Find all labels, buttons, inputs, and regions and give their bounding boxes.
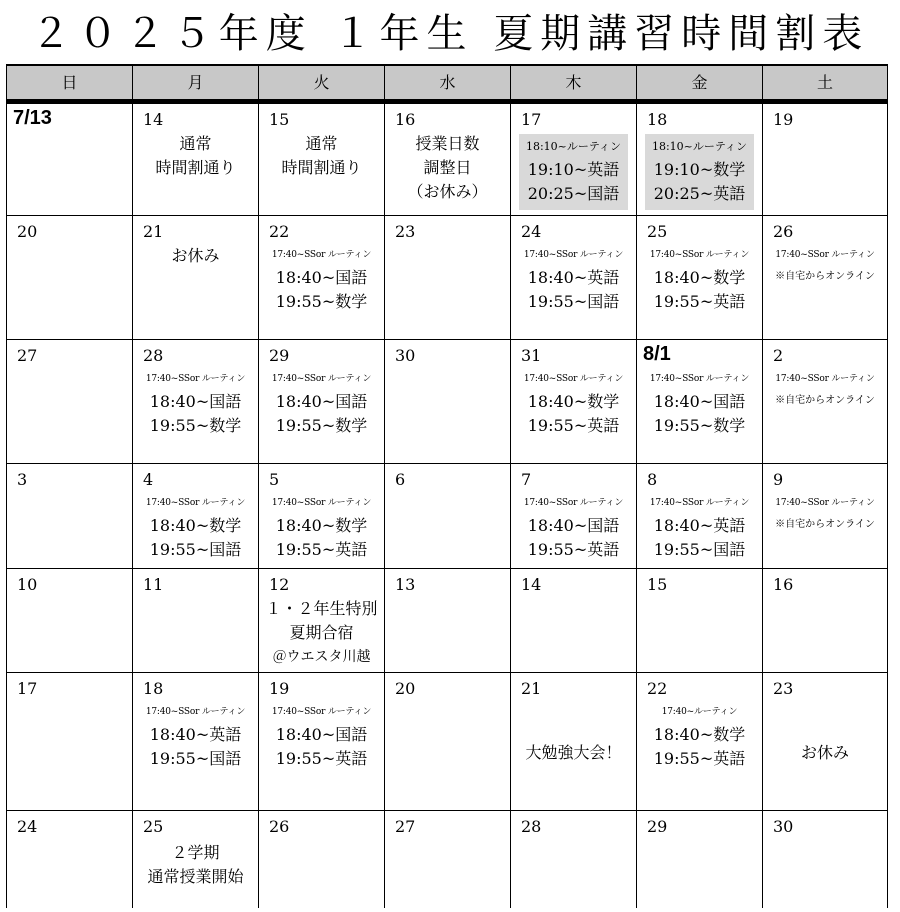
routine-time-label: 17:40~SSor ルーティン	[775, 498, 875, 508]
routine-time-label: 17:40~SSor ルーティン	[523, 498, 624, 508]
schedule-line: 20:25~国語	[527, 184, 620, 203]
day-cell	[133, 811, 259, 908]
day-cell	[7, 811, 133, 908]
routine-time-label: 17:40~SSor ルーティン	[523, 374, 624, 384]
day-cell	[511, 811, 637, 908]
schedule-line: 18:40~国語	[275, 392, 368, 411]
day-cell	[385, 811, 511, 908]
day-cell	[637, 464, 763, 569]
day-number: 17	[521, 110, 542, 129]
day-number: 20	[395, 679, 416, 698]
day-cell	[763, 569, 887, 673]
day-cell	[511, 464, 637, 569]
day-number: 22	[647, 679, 668, 698]
day-cell	[637, 673, 763, 811]
routine-time-label: 17:40~SSor ルーティン	[649, 498, 750, 508]
day-cell	[7, 569, 133, 673]
day-cell	[259, 673, 385, 811]
day-number: 14	[143, 110, 164, 129]
schedule-line: 18:40~数学	[653, 268, 746, 287]
schedule-line: 18:40~国語	[653, 392, 746, 411]
routine-time-label: 17:40~SSor ルーティン	[649, 374, 750, 384]
schedule-line: 時間割通り	[281, 158, 362, 177]
day-number: 15	[647, 575, 668, 594]
day-number: 23	[395, 222, 416, 241]
day-number: 24	[521, 222, 542, 241]
routine-time-label: 17:40~SSor ルーティン	[145, 498, 246, 508]
schedule-line: 18:40~国語	[275, 268, 368, 287]
day-number: 12	[269, 575, 290, 594]
routine-time-label: 18:10~ルーティン	[525, 140, 622, 153]
schedule-line: 19:55~英語	[527, 540, 620, 559]
weekday-header-wed: 水	[385, 66, 511, 99]
routine-time-label: 17:40~SSor ルーティン	[145, 707, 246, 717]
weekday-header-tue: 火	[259, 66, 385, 99]
day-number: 15	[269, 110, 290, 129]
day-cell	[763, 340, 887, 464]
day-cell	[511, 216, 637, 340]
day-cell	[385, 216, 511, 340]
day-cell	[259, 216, 385, 340]
schedule-line: 夏期合宿	[289, 623, 354, 642]
routine-time-label: 17:40~SSor ルーティン	[523, 250, 624, 260]
weekday-header-sat: 土	[763, 66, 887, 99]
day-number: 28	[143, 346, 164, 365]
day-cell	[133, 464, 259, 569]
day-cell	[259, 811, 385, 908]
online-note: ※自宅からオンライン	[775, 271, 875, 282]
day-number: 18	[143, 679, 164, 698]
day-cell	[385, 340, 511, 464]
day-number: 23	[773, 679, 794, 698]
day-cell	[637, 104, 763, 216]
day-cell	[637, 569, 763, 673]
day-number: 19	[773, 110, 794, 129]
schedule-line: 19:55~英語	[275, 540, 368, 559]
schedule-line: 20:25~英語	[653, 184, 746, 203]
routine-time-label: 17:40~SSor ルーティン	[271, 374, 372, 384]
weekday-header-fri: 金	[637, 66, 763, 99]
schedule-line: 19:10~英語	[527, 160, 620, 179]
day-number: 19	[269, 679, 290, 698]
day-number: 20	[17, 222, 38, 241]
day-number: 17	[17, 679, 38, 698]
day-cell	[511, 340, 637, 464]
weekday-header-thu: 木	[511, 66, 637, 99]
day-cell	[259, 104, 385, 216]
schedule-line: 19:10~数学	[653, 160, 746, 179]
schedule-line: 18:40~英語	[527, 268, 620, 287]
schedule-line: 19:55~英語	[527, 416, 620, 435]
day-number: 27	[395, 817, 416, 836]
schedule-line: 授業日数	[415, 134, 480, 153]
schedule-line: 19:55~国語	[653, 540, 746, 559]
schedule-line: 19:55~数学	[275, 416, 368, 435]
schedule-line: 19:55~数学	[653, 416, 746, 435]
schedule-line: 19:55~国語	[149, 749, 242, 768]
day-cell	[259, 464, 385, 569]
schedule-line: 18:40~国語	[149, 392, 242, 411]
calendar-grid	[6, 64, 888, 908]
routine-time-label: 17:40~SSor ルーティン	[775, 374, 875, 384]
schedule-line: 調整日	[423, 158, 472, 177]
day-cell	[133, 569, 259, 673]
day-cell	[637, 216, 763, 340]
schedule-line	[511, 717, 636, 741]
routine-time-label: 17:40~SSor ルーティン	[271, 498, 372, 508]
schedule-line: 19:55~英語	[653, 292, 746, 311]
schedule-line: 18:40~数学	[149, 516, 242, 535]
day-cell	[763, 673, 887, 811]
schedule-line: 19:55~英語	[275, 749, 368, 768]
day-cell	[511, 569, 637, 673]
schedule-line: 19:55~国語	[149, 540, 242, 559]
schedule-line: お休み	[800, 743, 849, 762]
schedule-line: 19:55~数学	[275, 292, 368, 311]
routine-time-label: 17:40~SSor ルーティン	[271, 707, 372, 717]
day-number: 8/1	[643, 343, 671, 365]
day-number: 27	[17, 346, 38, 365]
day-number: 7	[521, 470, 532, 489]
day-cell	[133, 104, 259, 216]
day-cell	[7, 340, 133, 464]
day-number: 14	[521, 575, 542, 594]
routine-time-label: 17:40~SSor ルーティン	[649, 250, 750, 260]
day-cell	[385, 104, 511, 216]
day-number: 22	[269, 222, 290, 241]
day-number: 7/13	[13, 107, 52, 129]
schedule-line: 18:40~英語	[653, 516, 746, 535]
day-number: 13	[395, 575, 416, 594]
day-number: 4	[143, 470, 154, 489]
schedule-line: 19:55~国語	[527, 292, 620, 311]
day-number: 26	[773, 222, 794, 241]
weekday-header-mon: 月	[133, 66, 259, 99]
day-number: 21	[521, 679, 542, 698]
day-cell	[385, 673, 511, 811]
day-number: 16	[395, 110, 416, 129]
schedule-line: 通常	[179, 134, 212, 153]
schedule-line: 18:40~数学	[275, 516, 368, 535]
day-cell	[763, 464, 887, 569]
online-note: ※自宅からオンライン	[775, 395, 875, 406]
schedule-line: 大勉強大会！	[525, 743, 622, 762]
routine-time-label: 17:40~SSor ルーティン	[145, 374, 246, 384]
routine-time-label: 17:40~ルーティン	[661, 707, 738, 717]
day-cell	[7, 673, 133, 811]
day-number: 5	[269, 470, 280, 489]
page-title: ２０２５年度 １年生 夏期講習時間割表	[30, 11, 870, 57]
weekday-header-sun: 日	[7, 66, 133, 99]
day-number: 25	[143, 817, 164, 836]
day-cell	[385, 569, 511, 673]
schedule-line: 18:40~国語	[275, 725, 368, 744]
day-number: 29	[647, 817, 668, 836]
schedule-line: 時間割通り	[155, 158, 236, 177]
day-number: 8	[647, 470, 658, 489]
schedule-line: ＠ウエスタ川越	[272, 649, 371, 665]
schedule-line: 19:55~英語	[653, 749, 746, 768]
day-number: 28	[521, 817, 542, 836]
schedule-line: お休み	[171, 246, 220, 265]
schedule-line: 通常	[305, 134, 338, 153]
schedule-line: ２学期	[171, 843, 220, 862]
highlighted-schedule-block	[645, 134, 754, 210]
day-number: 3	[17, 470, 28, 489]
day-number: 30	[773, 817, 794, 836]
day-cell	[259, 569, 385, 673]
day-cell	[7, 104, 133, 216]
schedule-line: （お休み）	[407, 182, 488, 201]
day-cell	[511, 673, 637, 811]
routine-time-label: 17:40~SSor ルーティン	[271, 250, 372, 260]
day-cell	[133, 216, 259, 340]
day-cell	[511, 104, 637, 216]
online-note: ※自宅からオンライン	[775, 519, 875, 530]
day-number: 10	[17, 575, 38, 594]
schedule-line: 19:55~数学	[149, 416, 242, 435]
day-number: 25	[647, 222, 668, 241]
day-cell	[7, 464, 133, 569]
schedule-line	[763, 717, 887, 741]
day-cell	[763, 216, 887, 340]
schedule-line: 通常授業開始	[147, 867, 244, 886]
routine-time-label: 17:40~SSor ルーティン	[775, 250, 875, 260]
schedule-line: 18:40~国語	[527, 516, 620, 535]
day-number: 29	[269, 346, 290, 365]
day-number: 30	[395, 346, 416, 365]
day-number: 6	[395, 470, 406, 489]
schedule-line: 18:40~数学	[527, 392, 620, 411]
day-cell	[133, 673, 259, 811]
day-number: 31	[521, 346, 542, 365]
day-number: 24	[17, 817, 38, 836]
schedule-line: １・２年生特別	[265, 599, 378, 618]
day-cell	[763, 104, 887, 216]
schedule-line: 18:40~数学	[653, 725, 746, 744]
day-cell	[637, 340, 763, 464]
day-cell	[385, 464, 511, 569]
day-number: 2	[773, 346, 784, 365]
routine-time-label: 18:10~ルーティン	[651, 140, 748, 153]
day-number: 11	[143, 575, 164, 594]
day-cell	[7, 216, 133, 340]
day-number: 21	[143, 222, 164, 241]
day-cell	[133, 340, 259, 464]
day-number: 18	[647, 110, 668, 129]
day-cell	[763, 811, 887, 908]
day-cell	[637, 811, 763, 908]
day-number: 16	[773, 575, 794, 594]
day-number: 9	[773, 470, 784, 489]
day-cell	[259, 340, 385, 464]
day-number: 26	[269, 817, 290, 836]
schedule-line: 18:40~英語	[149, 725, 242, 744]
highlighted-schedule-block	[519, 134, 628, 210]
